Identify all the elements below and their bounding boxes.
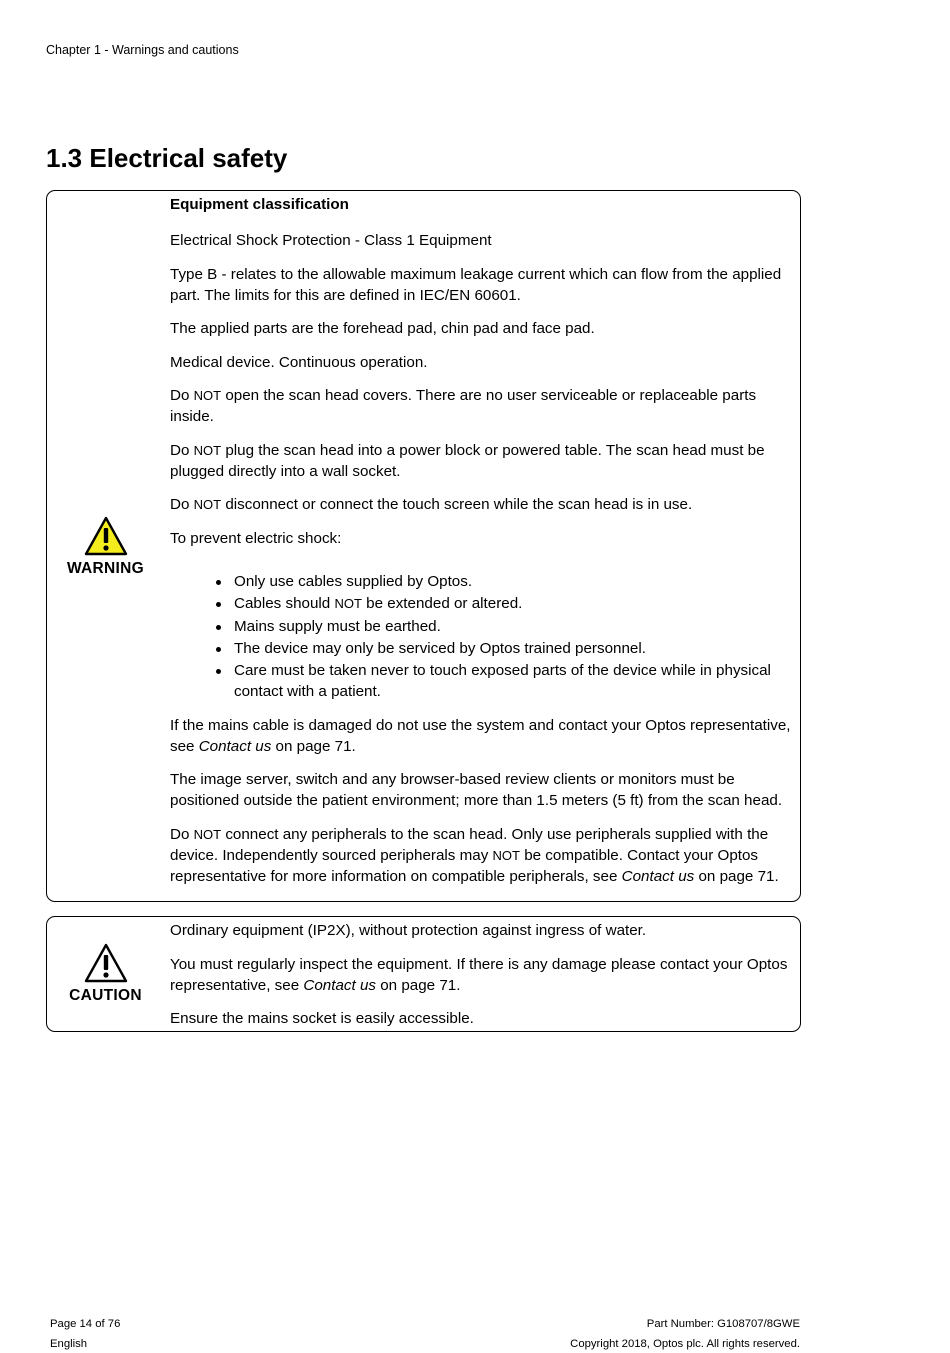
- section-title: 1.3 Electrical safety: [46, 143, 288, 173]
- text-run: on page 71.: [376, 976, 461, 994]
- warning-paragraph: Electrical Shock Protection - Class 1 Equipment: [170, 232, 492, 249]
- warning-paragraph: [170, 440, 792, 482]
- text-run: be extended or altered.: [361, 595, 523, 613]
- part-number: Part Number: G108707/8GWE: [646, 1318, 800, 1330]
- text-run: on page 71.: [271, 737, 356, 755]
- caution-box: [46, 916, 801, 1032]
- caution-icon-column: [47, 943, 164, 1005]
- page-number: Page 14 of 76: [50, 1318, 121, 1330]
- warning-paragraph: The applied parts are the forehead pad, chin pad and face pad.: [170, 320, 595, 337]
- list-item: Care must be taken never to touch exposed parts of the device while in physical contact with a patient.: [170, 660, 792, 702]
- text-run: connect any peripherals to the scan head. Only use peripherals supplied with the device. Independently sourced peripherals may: [170, 825, 769, 864]
- text-run: plug the scan head into a power block or powered table. The scan head must be plugged directly into a wall socket.: [170, 441, 765, 480]
- text-run: Do: [170, 441, 194, 459]
- warning-icon-column: [47, 516, 164, 578]
- warning-paragraph: [170, 494, 792, 515]
- list-item: Mains supply must be earthed.: [170, 616, 792, 637]
- not-emphasis: NOT: [334, 596, 362, 612]
- running-header: Chapter 1 - Warnings and cautions: [46, 43, 239, 57]
- not-emphasis: NOT: [193, 388, 222, 403]
- text-run: open the scan head covers. There are no user serviceable or replaceable parts inside.: [170, 387, 757, 425]
- text-run: on page 71.: [694, 867, 779, 885]
- text-run: Cables should: [234, 595, 335, 613]
- warning-paragraph: Medical device. Continuous operation.: [170, 353, 428, 371]
- not-emphasis: NOT: [492, 847, 520, 863]
- text-run: Do: [170, 825, 194, 843]
- caution-paragraph: Ordinary equipment (IP2X), without protection against ingress of water.: [170, 922, 647, 939]
- equipment-classification-heading: Equipment classification: [170, 196, 349, 213]
- language: English: [50, 1338, 88, 1350]
- caution-label: CAUTION: [69, 987, 142, 1004]
- copyright: Copyright 2018, Optos plc. All rights reserved.: [570, 1338, 800, 1350]
- caution-paragraph: [170, 954, 792, 996]
- list-item: The device may only be serviced by Optos trained personnel.: [170, 638, 792, 659]
- text-run: Do: [170, 387, 194, 404]
- not-emphasis: NOT: [193, 826, 222, 842]
- warning-paragraph: To prevent electric shock:: [170, 529, 342, 547]
- contact-us-link[interactable]: Contact us: [303, 976, 376, 994]
- warning-paragraph: [170, 715, 792, 757]
- warning-label: WARNING: [66, 560, 144, 577]
- warning-paragraph: The image server, switch and any browser-based review clients or monitors must be positioned outside the patient environment; more than 1.5 meters (5 ft) from the scan head.: [170, 771, 783, 810]
- not-emphasis: NOT: [193, 442, 222, 458]
- list-item: Only use cables supplied by Optos.: [170, 571, 792, 592]
- contact-us-link[interactable]: Contact us: [621, 867, 695, 885]
- warning-triangle-icon: [84, 516, 128, 556]
- list-item: [170, 593, 792, 614]
- not-emphasis: NOT: [193, 497, 222, 512]
- text-run: be compatible. Contact your Optos representative for more information on compatible peripherals, see: [170, 846, 759, 885]
- contact-us-link[interactable]: Contact us: [198, 737, 272, 755]
- text-run: You must regularly inspect the equipment. If there is any damage please contact your Optos representative, see: [170, 955, 788, 994]
- caution-content: [170, 920, 792, 1042]
- warning-paragraph: Type B - relates to the allowable maximum leakage current which can flow from the applied part. The limits for this are defined in IEC/EN 60601.: [170, 265, 782, 304]
- caution-paragraph: Ensure the mains socket is easily accessible.: [170, 1010, 474, 1027]
- warning-box: [46, 190, 801, 902]
- warning-paragraph: [170, 385, 792, 427]
- text-run: If the mains cable is damaged do not use the system and contact your Optos representative, see: [170, 716, 791, 755]
- caution-triangle-icon: [84, 943, 128, 983]
- text-run: Do: [170, 496, 194, 513]
- electric-shock-list: [170, 561, 792, 702]
- warning-content: [170, 194, 792, 899]
- text-run: disconnect or connect the touch screen while the scan head is in use.: [221, 496, 693, 513]
- warning-paragraph: [170, 824, 792, 887]
